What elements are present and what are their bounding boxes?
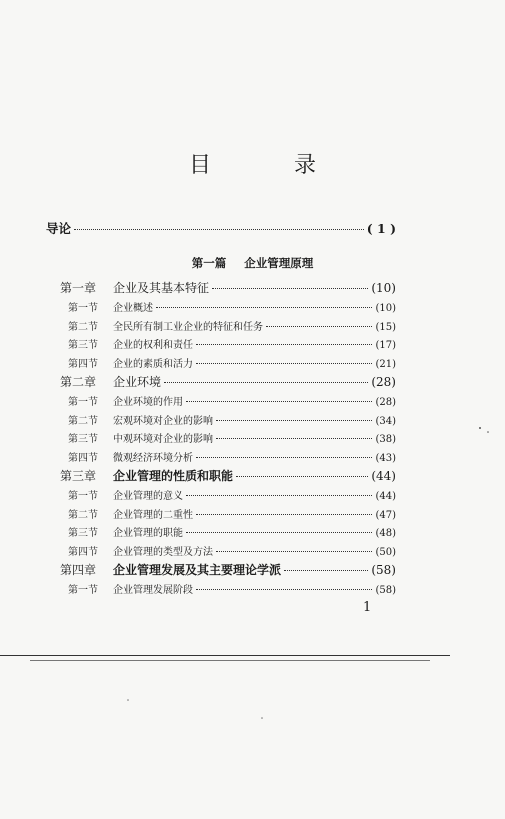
entry-label: 全民所有制工业企业的特征和任务 <box>113 321 263 333</box>
entry-label: 企业管理的职能 <box>113 528 183 539</box>
entry-page: (58) <box>371 563 396 577</box>
entry-number: 第一章 <box>60 281 97 295</box>
entry-label: 企业及其基本特征 <box>113 281 210 295</box>
entry-page: (58) <box>375 585 396 596</box>
entry-label: 企业的权利和责任 <box>113 340 193 351</box>
entry-page: (47) <box>375 509 396 521</box>
entry-label: 企业的素质和活力 <box>113 358 193 370</box>
entry-page: (28) <box>371 375 396 389</box>
entry-label: 中观环境对企业的影响 <box>113 434 213 445</box>
page-title: 目 录 <box>189 153 354 178</box>
entry-number: 第三章 <box>60 469 97 483</box>
entry-number: 第一节 <box>68 303 98 314</box>
entry-page: (50) <box>375 546 396 558</box>
entry-label: 企业环境 <box>113 375 162 389</box>
entry-number: 第二节 <box>68 509 98 521</box>
entry-number: 第一节 <box>68 491 98 502</box>
entry-page: (43) <box>375 452 396 464</box>
entry-label: 企业管理的性质和职能 <box>113 469 234 483</box>
entry-number: 第三节 <box>68 340 98 351</box>
entry-number: 第四节 <box>68 546 98 558</box>
entry-number: 第二章 <box>60 375 97 389</box>
intro-label: 导论 <box>46 221 72 236</box>
entry-page: (10) <box>371 281 396 295</box>
entry-label: 宏观环境对企业的影响 <box>113 415 213 427</box>
entry-label: 企业概述 <box>113 303 153 314</box>
entry-page: (21) <box>375 358 396 370</box>
entry-page: (15) <box>375 321 396 333</box>
entry-number: 第三节 <box>68 528 98 539</box>
page-number: 1 <box>363 600 372 615</box>
intro-page: ( 1 ) <box>366 221 396 236</box>
entry-label: 企业管理发展阶段 <box>113 585 193 596</box>
entry-label: 企业管理的二重性 <box>113 509 193 521</box>
entry-label: 企业管理发展及其主要理论学派 <box>113 563 282 577</box>
entry-label: 企业管理的类型及方法 <box>113 546 213 558</box>
entry-page: (44) <box>371 469 396 483</box>
entry-page: (44) <box>375 491 396 502</box>
entry-page: (17) <box>375 340 396 351</box>
entry-number: 第四节 <box>68 452 98 464</box>
entry-number: 第四节 <box>68 358 98 370</box>
entry-label: 企业环境的作用 <box>113 397 183 408</box>
entry-page: (28) <box>375 397 396 408</box>
entry-page: (38) <box>375 434 396 445</box>
entry-page: (48) <box>375 528 396 539</box>
entry-number: 第二节 <box>68 321 98 333</box>
entry-number: 第一节 <box>68 585 98 596</box>
entry-page: (10) <box>375 303 396 314</box>
part-title: 第一篇 企业管理原理 <box>191 256 314 270</box>
entry-label: 企业管理的意义 <box>113 491 183 502</box>
entry-number: 第三节 <box>68 434 98 445</box>
entry-label: 微观经济环境分析 <box>113 452 193 464</box>
entry-number: 第一节 <box>68 397 98 408</box>
entry-page: (34) <box>375 415 396 427</box>
entry-number: 第二节 <box>68 415 98 427</box>
entry-number: 第四章 <box>60 563 97 577</box>
